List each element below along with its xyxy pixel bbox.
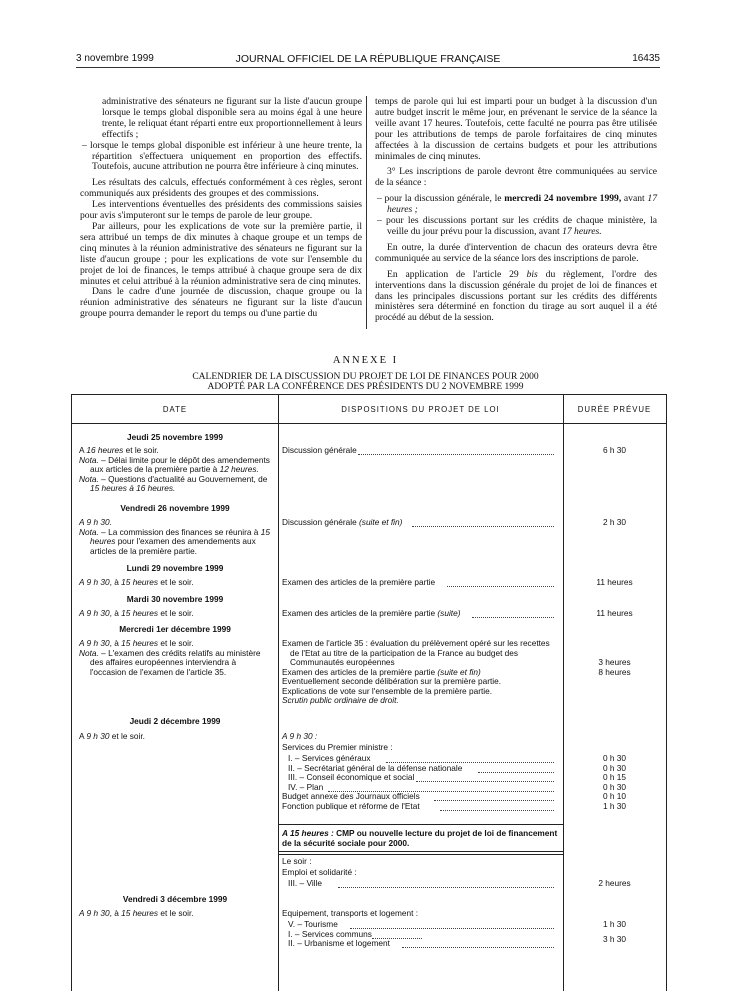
paragraph: Les interventions éventuelles des présidents des commissions saisies pour avis s'imputeront sur le temps de parole de leur groupe. <box>80 199 362 222</box>
dot-leader <box>372 930 422 939</box>
session-heading: Le soir : <box>282 856 312 866</box>
day-heading: Mardi 30 novembre 1999 <box>126 594 224 604</box>
day-heading: Vendredi 3 décembre 1999 <box>122 894 228 904</box>
dot-leader <box>358 446 554 455</box>
dot-leader <box>440 802 554 811</box>
list-item: V. – Tourisme <box>288 919 338 929</box>
disposition-label: Discussion générale (suite et fin) <box>282 517 403 527</box>
annexe-subtitle: CALENDRIER DE LA DISCUSSION DU PROJET DE LOI DE FINANCES POUR 2000 ADOPTÉ PAR LA CONFÉRENCE DES PRÉSIDENTS DU 2 NOVEMBRE 1999 <box>192 372 539 392</box>
header-rule <box>76 67 660 68</box>
disposition-label: Examen des articles de la première partie <box>282 577 436 587</box>
paragraph: administrative des sénateurs ne figurant sur la liste d'aucun groupe lorsque le temps global disponible sera au moins égal à une heure trente, le reliquat étant réparti entre eux proportionnellement à leurs effectifs ; <box>102 96 362 140</box>
group-heading: Services du Premier ministre : <box>282 742 393 752</box>
date-cell: A 9 h 30 et le soir. <box>79 731 145 741</box>
group-heading: Emploi et solidarité : <box>282 867 357 877</box>
list-item: I. – Services généraux <box>288 753 371 763</box>
cmp-note: A 15 heures : CMP ou nouvelle lecture du projet de loi de financement de la sécurité sociale pour 2000. <box>282 828 558 848</box>
day-heading: Lundi 29 novembre 1999 <box>126 563 224 573</box>
dot-leader <box>447 578 554 587</box>
date-cell: A 9 h 30, à 15 heures et le soir. <box>79 908 194 918</box>
disposition-cell: Examen de l'article 35 : évaluation du prélèvement opéré sur les recettes de l'Etat au titre de la participation de la France au budget des Communautés européennes Examen des articles de la première partie (suite et fin) Eventuellement seconde délibération sur la première partie. Explications de vote sur l'ensemble de la première partie. Scrutin public ordinaire de droit. <box>282 638 550 705</box>
duration-list: 0 h 30 0 h 30 0 h 15 0 h 30 0 h 10 1 h 30 <box>602 753 627 811</box>
column-header-date: DATE <box>72 395 278 424</box>
list-item: II. – Secrétariat général de la défense nationale <box>288 762 463 773</box>
page-header <box>76 50 660 66</box>
row-separator <box>278 851 563 852</box>
date-cell: A 16 heures et le soir. Nota. – Délai limite pour le dépôt des amendements aux articles de la première partie à 12 heures. Nota. – Questions d'actualité au Gouvernement, de 15 heures à 16 heures. <box>79 445 270 493</box>
duration-value: 11 heures <box>596 608 633 618</box>
paragraph: – lorsque le temps global disponible est inférieur à une heure trente, la répartition s'effectuera uniquement en proportion des effectifs. Toutefois, aucune attribution ne pourra être inférieure à cinq minutes. <box>82 139 362 173</box>
duration-value: 2 heures <box>598 878 631 888</box>
disposition-label: Examen des articles de la première partie (suite) <box>282 608 461 618</box>
paragraph: Dans le cadre d'une journée de discussion, chaque groupe ou la réunion administrative des sénateurs ne figurant sur la liste d'aucun groupe pourra demander le report du temps ou d'une partie du <box>80 286 362 320</box>
paragraph: – pour les discussions portant sur les crédits de chaque ministère, la veille du jour prévu pour la discussion, avant 17 heures. <box>377 215 657 237</box>
dot-leader <box>412 518 554 527</box>
annexe-title: ANNEXE I <box>332 355 399 366</box>
duration-value: 3 h 30 <box>602 934 627 944</box>
column-divider <box>563 395 564 991</box>
dot-leader <box>328 783 554 792</box>
column-divider <box>278 395 279 991</box>
journal-title: JOURNAL OFFICIEL DE LA RÉPUBLIQUE FRANÇAISE <box>235 53 501 65</box>
day-heading: Vendredi 26 novembre 1999 <box>120 503 230 513</box>
column-separator <box>366 96 367 329</box>
row-separator <box>278 824 563 825</box>
dot-leader <box>338 879 554 888</box>
duration-value: 8 heures <box>598 667 631 677</box>
list-item: II. – Urbanisme et logement <box>288 938 390 948</box>
text-column-left <box>80 97 362 320</box>
list-item: III. – Ville <box>288 878 322 888</box>
row-separator <box>278 854 563 855</box>
column-header-dispositions: DISPOSITIONS DU PROJET DE LOI <box>278 395 563 424</box>
list-item: I. – Services communs <box>288 928 372 939</box>
column-header-duree: DURÉE PRÉVUE <box>563 395 666 424</box>
dot-leader <box>478 764 554 773</box>
paragraph: En application de l'article 29 bis du règlement, l'ordre des interventions dans la discussion générale du projet de loi de finances et dans les principales discussions portant sur les crédits des différents ministères sera déterminé en fonction du tirage au sort auquel il a été procédé au début de la session. <box>375 268 657 324</box>
list-item: III. – Conseil économique et social <box>288 772 415 782</box>
date-cell: A 9 h 30. Nota. – La commission des finances se réunira à 15 heures pour l'examen des amendements aux articles de la première partie. <box>79 517 270 556</box>
duration-value: 11 heures <box>596 577 633 587</box>
dot-leader <box>434 792 554 801</box>
dot-leader <box>402 939 554 948</box>
duration-value: 6 h 30 <box>602 445 627 455</box>
paragraph: – pour la discussion générale, le mercredi 24 novembre 1999, avant 17 heures ; <box>377 193 657 216</box>
list-item: IV. – Plan <box>288 781 324 792</box>
paragraph: Les résultats des calculs, effectués conformément à ces règles, seront communiqués aux présidents des groupes et des commissions. <box>80 177 362 200</box>
session-heading: A 9 h 30 : <box>282 731 318 741</box>
text-column-right <box>375 97 657 324</box>
duration-value: 2 h 30 <box>602 517 627 527</box>
day-heading: Jeudi 25 novembre 1999 <box>127 432 223 442</box>
duration-value: 3 heures <box>598 657 631 667</box>
paragraph: temps de parole qui lui est imparti pour un budget à la discussion d'un autre budget inscrit le même jour, en prévenant le service de la séance la veille avant 17 heures. Toutefois, cette faculté ne pourra pas être utilisée pour les attributions de temps de parole forfaitaires de cinq minutes affectées à la discussion de certains budgets et pour les attributions minimales de cinq minutes. <box>375 96 657 162</box>
page-number: 16435 <box>632 53 660 64</box>
header-date: 3 novembre 1999 <box>76 53 154 64</box>
date-cell: A 9 h 30, à 15 heures et le soir. Nota. – L'examen des crédits relatifs au ministère des affaires européennes interviendra à l'occasion de l'examen de l'article 35. <box>79 638 261 677</box>
disposition-label: Discussion générale <box>282 445 357 455</box>
duration-value: 1 h 30 <box>602 919 627 929</box>
day-heading: Jeudi 2 décembre 1999 <box>129 716 221 726</box>
calendar-table <box>71 394 667 991</box>
list-item: Budget annexe des Journaux officiels <box>282 791 420 801</box>
list-item: Fonction publique et réforme de l'Etat <box>282 800 420 811</box>
dot-leader <box>416 773 554 782</box>
paragraph: Par ailleurs, pour les explications de vote sur la première partie, il sera attribué un temps de dix minutes à chaque groupe et un temps de cinq minutes à la réunion administrative des sénateurs ne figurant sur la liste d'aucun groupe ; pour les explications de vote sur l'ensemble du projet de loi de finances, le temps attribué à chaque groupe sera de dix minutes et celui attribué à la réunion administrative sera de cinq minutes. <box>80 220 362 287</box>
dot-leader <box>350 920 554 929</box>
paragraph: 3° Les inscriptions de parole devront être communiquées au service de la séance : <box>375 166 657 189</box>
date-cell: A 9 h 30, à 15 heures et le soir. <box>79 577 194 587</box>
paragraph: En outre, la durée d'intervention de chacun des orateurs devra être communiquée au service de la séance lors des inscriptions de parole. <box>375 241 657 264</box>
date-cell: A 9 h 30, à 15 heures et le soir. <box>79 608 194 618</box>
dot-leader <box>386 754 554 763</box>
dot-leader <box>472 609 554 618</box>
group-heading: Equipement, transports et logement : <box>282 908 419 918</box>
day-heading: Mercredi 1er décembre 1999 <box>119 624 231 634</box>
